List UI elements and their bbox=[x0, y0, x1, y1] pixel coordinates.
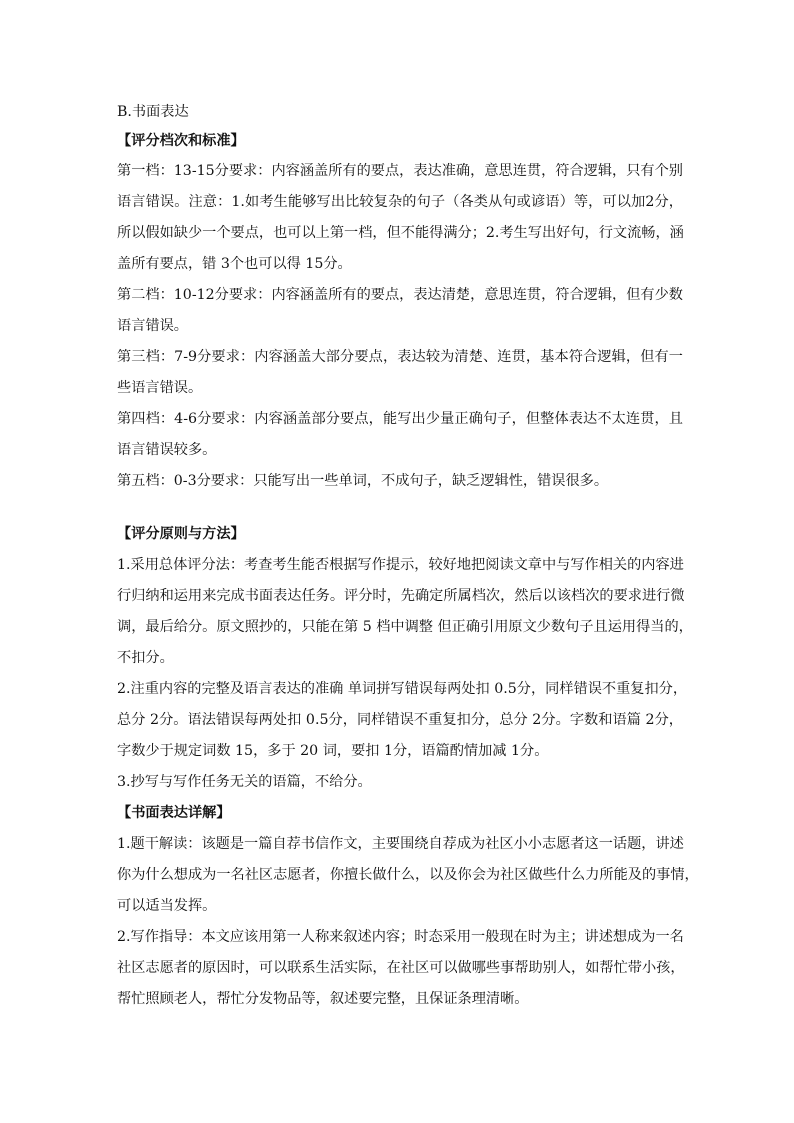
principles-body bbox=[117, 550, 693, 798]
paragraph-line: 帮忙照顾老人，帮忙分发物品等，叙述要完整，且保证条理清晰。 bbox=[117, 991, 529, 1007]
paragraph-line: 些语言错误。 bbox=[117, 380, 203, 396]
paragraph-line: 第三档：7-9分要求：内容涵盖大部分要点，表达较为清楚、连贯，基本符合逻辑，但有一 bbox=[117, 349, 683, 365]
paragraph-line: 字数少于规定词数 15，多于 20 词，要扣 1分，语篇酌情加减 1分。 bbox=[117, 743, 549, 759]
paragraph-line: 总分 2分。语法错误每两处扣 0.5分，同样错误不重复扣分，总分 2分。字数和语篇 2分， bbox=[117, 712, 683, 728]
paragraph-line: 语言错误较多。 bbox=[117, 442, 217, 458]
paragraph-line: 第四档：4-6分要求：内容涵盖部分要点，能写出少量正确句子，但整体表达不太连贯，且 bbox=[117, 411, 683, 427]
paragraph-line: 第二档：10-12分要求：内容涵盖所有的要点，表达清楚，意思连贯，符合逻辑，但有少数 bbox=[117, 287, 683, 303]
criteria-heading: 【评分档次和标准】 bbox=[117, 133, 245, 149]
paragraph-line: 1.题干解读：该题是一篇自荐书信作文，主要围绕自荐成为社区小小志愿者这一话题，讲述 bbox=[117, 836, 684, 852]
paragraph-line: 行归纳和运用来完成书面表达任务。评分时，先确定所属档次，然后以该档次的要求进行微 bbox=[117, 588, 685, 604]
criteria-body bbox=[117, 156, 683, 497]
paragraph-line: 语言错误。 bbox=[117, 318, 188, 334]
paragraph-line: 可以适当发挥。 bbox=[117, 898, 217, 914]
explanation-heading: 【书面表达详解】 bbox=[117, 805, 231, 821]
paragraph-line: 调，最后给分。原文照抄的，只能在第 5 档中调整 但正确引用原文少数句子且运用得当的， bbox=[117, 619, 693, 635]
paragraph-line: 第五档：0-3分要求：只能写出一些单词，不成句子，缺乏逻辑性，错误很多。 bbox=[117, 473, 609, 489]
paragraph-line: 不扣分。 bbox=[117, 650, 174, 666]
paragraph-line: 第一档：13-15分要求：内容涵盖所有的要点，表达准确，意思连贯，符合逻辑，只有个别 bbox=[117, 163, 683, 179]
section-gap bbox=[117, 497, 683, 519]
document-page bbox=[117, 98, 699, 1015]
paragraph-line: 社区志愿者的原因时，可以联系生活实际，在社区可以做哪些事帮助别人，如帮忙带小孩， bbox=[117, 960, 685, 976]
paragraph-line: 所以假如缺少一个要点，也可以上第一档，但不能得满分；2.考生写出好句，行文流畅，涵 bbox=[117, 225, 684, 241]
principles-heading: 【评分原则与方法】 bbox=[117, 526, 245, 542]
explanation-body bbox=[117, 829, 699, 1015]
paragraph-line: 2.注重内容的完整及语言表达的准确 单词拼写错误每两处扣 0.5分，同样错误不重复扣分， bbox=[117, 681, 688, 697]
paragraph-line: 语言错误。注意：1.如考生能够写出比较复杂的句子（各类从句或谚语）等，可以加2分， bbox=[117, 194, 683, 210]
paragraph-line: 盖所有要点，错 3个也可以得 15分。 bbox=[117, 256, 352, 272]
paragraph-line: 你为什么想成为一名社区志愿者，你擅长做什么，以及你会为社区做些什么力所能及的事情， bbox=[117, 867, 699, 883]
paragraph-line: 2.写作指导：本文应该用第一人称来叙述内容；时态采用一般现在时为主；讲述想成为一名 bbox=[117, 929, 684, 945]
paragraph-line: 1.采用总体评分法：考查考生能否根据写作提示，较好地把阅读文章中与写作相关的内容进 bbox=[117, 557, 684, 573]
section-title: B.书面表达 bbox=[117, 104, 189, 120]
paragraph-line: 3.抄写与写作任务无关的语篇，不给分。 bbox=[117, 774, 372, 790]
